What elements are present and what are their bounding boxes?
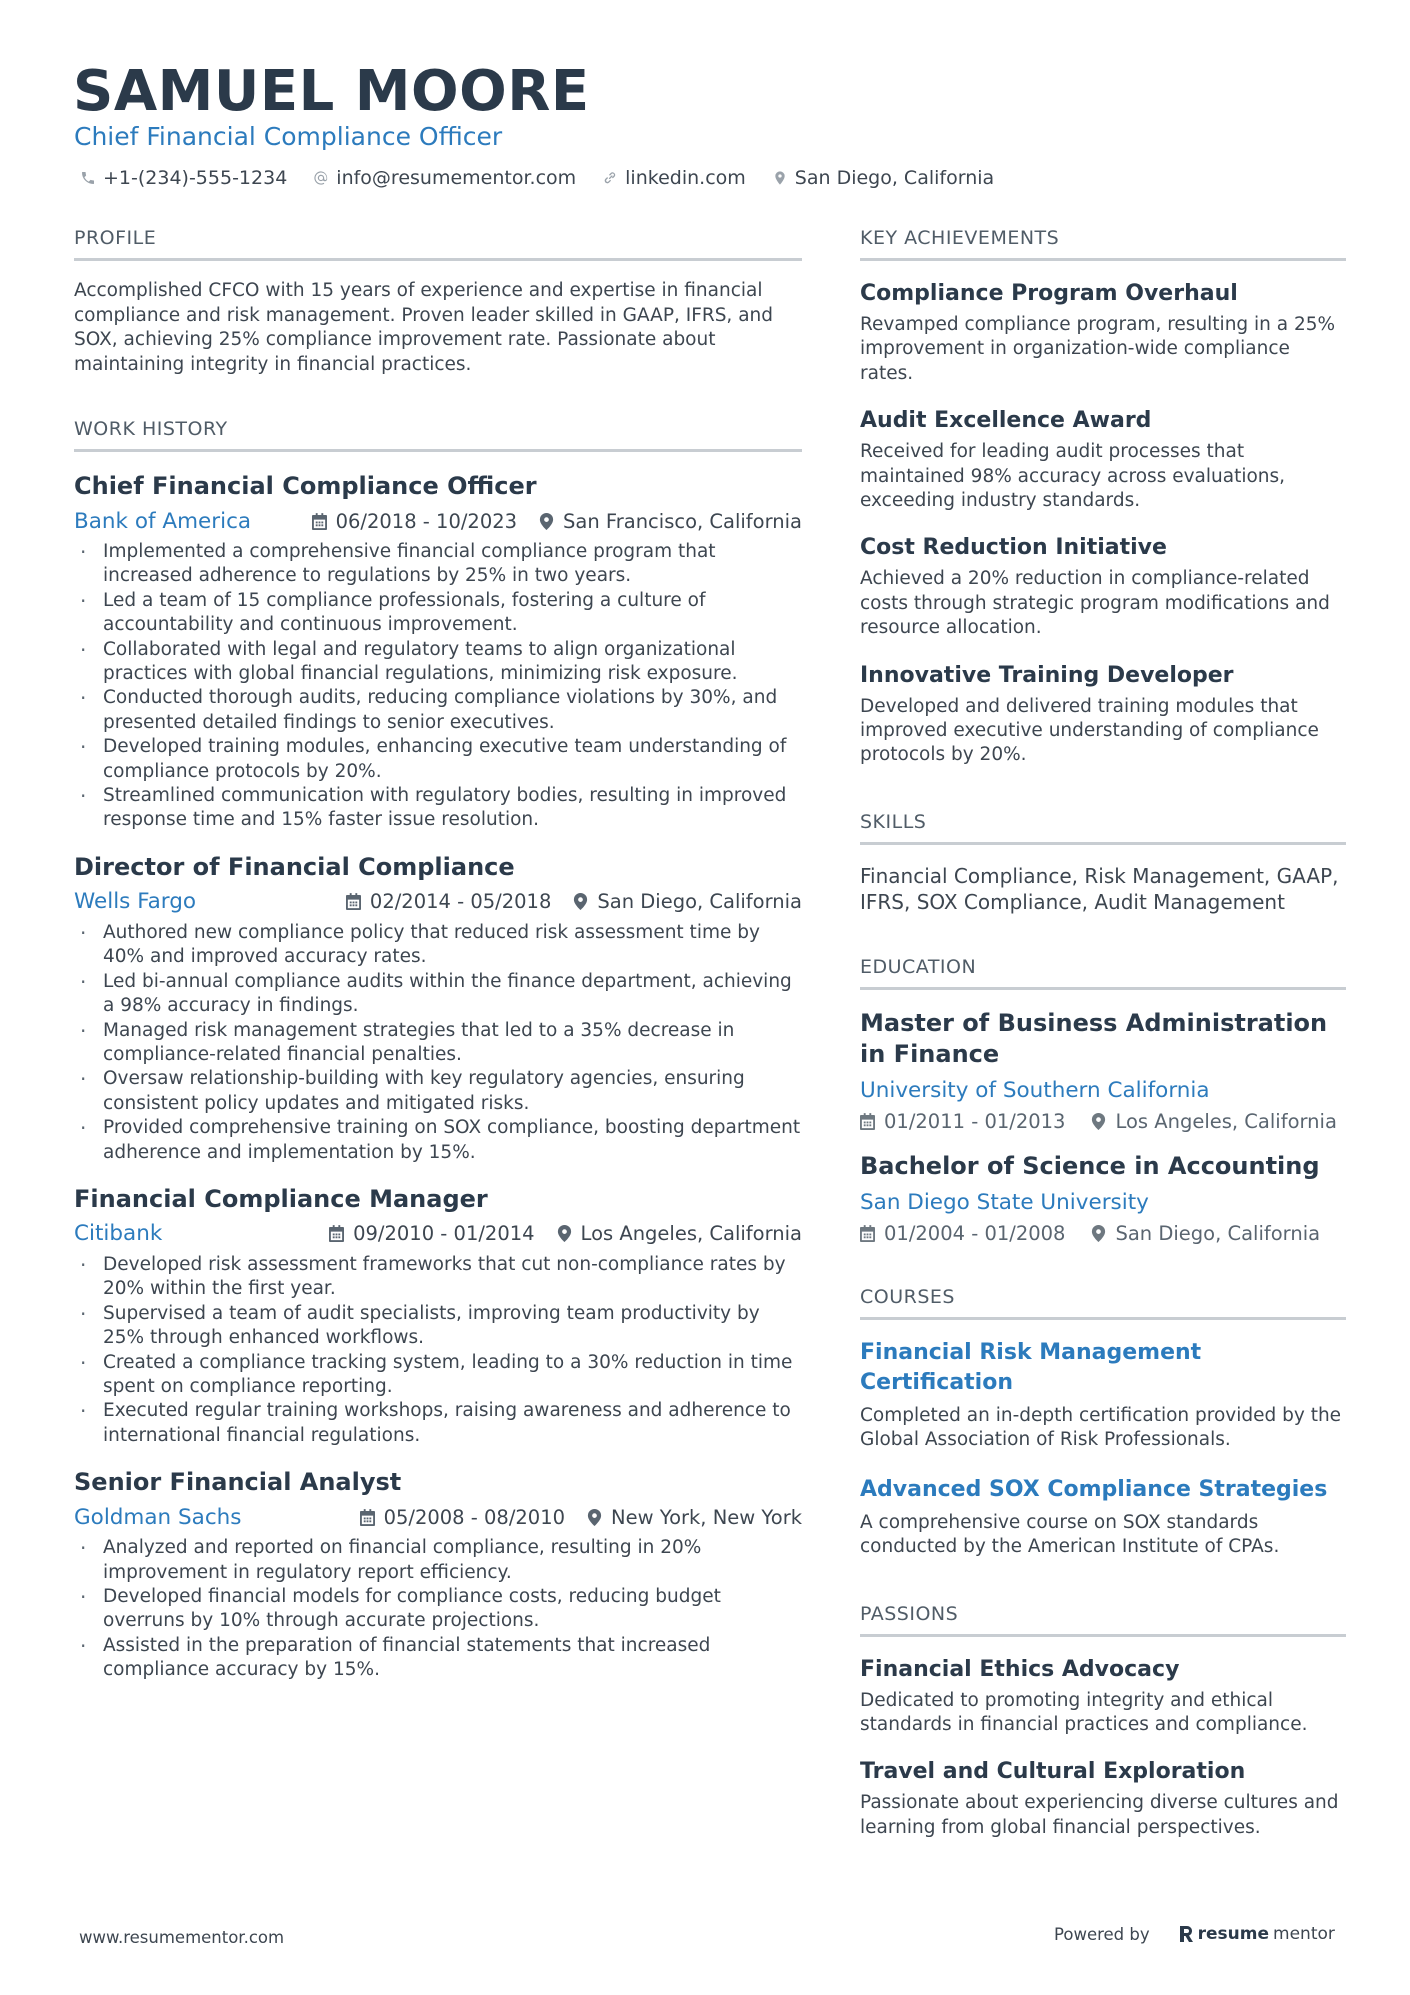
list-item: · Created a compliance tracking system, leading to a 30% reduction in time spent on compliance reporting. xyxy=(74,1351,802,1400)
job-entry xyxy=(74,851,802,1165)
profile-heading: PROFILE xyxy=(74,226,802,261)
candidate-title: Chief Financial Compliance Officer xyxy=(74,122,503,151)
linkedin-text: linkedin.com xyxy=(625,167,746,189)
footer-website[interactable]: www.resumementor.com xyxy=(79,1928,285,1947)
location-pin-icon xyxy=(539,513,554,530)
list-item: · Implemented a comprehensive financial compliance program that increased adherence to regulations by 25% in two years. xyxy=(74,540,802,589)
list-item: · Authored new compliance policy that reduced risk assessment time by 40% and improved accuracy rates. xyxy=(74,921,802,970)
brand-bold: resume xyxy=(1197,1924,1270,1944)
achievement-title: Compliance Program Overhaul xyxy=(860,281,1238,306)
calendar-icon xyxy=(860,1113,875,1130)
passion-desc: Passionate about experiencing diverse cultures and learning from global financial perspectives. xyxy=(860,1792,1339,1838)
brand-logo[interactable] xyxy=(1178,1924,1335,1944)
phone-text: +1-(234)-555-1234 xyxy=(103,167,288,189)
course-title: Advanced SOX Compliance Strategies xyxy=(860,1476,1328,1502)
calendar-icon xyxy=(360,1509,375,1526)
degree-title: Bachelor of Science in Accounting xyxy=(860,1151,1320,1180)
candidate-name: SAMUEL MOORE xyxy=(73,59,590,124)
contact-location xyxy=(772,167,994,189)
course-title: Financial Risk Management Certification xyxy=(860,1339,1202,1395)
location-pin-icon xyxy=(772,170,788,186)
phone-icon xyxy=(80,170,96,186)
achievement-desc: Achieved a 20% reduction in compliance-related costs through strategic program modifications and resource allocation. xyxy=(860,568,1330,639)
location-pin-icon xyxy=(557,1225,572,1242)
course-item xyxy=(860,1338,1346,1453)
course-item xyxy=(860,1475,1346,1560)
job-entry xyxy=(74,470,802,833)
right-column xyxy=(860,226,1346,1860)
contact-email[interactable] xyxy=(313,167,576,189)
job-title: Senior Financial Analyst xyxy=(74,1468,402,1497)
location-pin-icon xyxy=(1091,1113,1106,1130)
job-meta xyxy=(74,887,802,917)
list-item: · Led bi-annual compliance audits within the finance department, achieving a 98% accuracy in findings. xyxy=(74,970,802,1019)
job-dates: 05/2008 - 08/2010 xyxy=(383,1505,566,1529)
achievement-title: Innovative Training Developer xyxy=(860,662,1234,688)
resumementor-logo-icon xyxy=(1178,1924,1194,1944)
location-text: San Diego, California xyxy=(794,167,995,189)
education-item xyxy=(860,1008,1346,1133)
passion-title: Financial Ethics Advocacy xyxy=(860,1656,1180,1682)
achievement-desc: Revamped compliance program, resulting in a 25% improvement in organization-wide compliance rates. xyxy=(860,314,1336,384)
list-item: · Provided comprehensive training on SOX compliance, boosting department adherence and implementation by 15%. xyxy=(74,1116,802,1165)
at-icon xyxy=(313,170,329,186)
education-dates: 01/2011 - 01/2013 xyxy=(884,1109,1066,1133)
list-item: · Developed training modules, enhancing executive team understanding of compliance protocols by 20%. xyxy=(74,735,802,784)
achievement-item xyxy=(860,406,1346,513)
list-item: · Streamlined communication with regulatory bodies, resulting in improved response time and 15% faster issue resolution. xyxy=(74,784,802,833)
job-dates: 09/2010 - 01/2014 xyxy=(353,1222,535,1246)
contact-linkedin[interactable] xyxy=(602,167,746,189)
education-location: Los Angeles, California xyxy=(1115,1109,1337,1133)
achievements-heading: KEY ACHIEVEMENTS xyxy=(860,226,1346,261)
left-column xyxy=(74,226,802,1701)
skills-text: Financial Compliance, Risk Management, GAAP, IFRS, SOX Compliance, Audit Management xyxy=(860,863,1339,914)
list-item: · Assisted in the preparation of financial statements that increased compliance accuracy by 15%. xyxy=(74,1634,802,1683)
achievement-title: Audit Excellence Award xyxy=(860,408,1152,434)
list-item: · Led a team of 15 compliance professionals, fostering a culture of accountability and continuous improvement. xyxy=(74,589,802,638)
calendar-icon xyxy=(329,1225,344,1242)
passions-heading: PASSIONS xyxy=(860,1602,1346,1637)
job-title: Director of Financial Compliance xyxy=(74,852,515,881)
course-desc: A comprehensive course on SOX standards conducted by the American Institute of CPAs. xyxy=(860,1511,1280,1558)
passion-item xyxy=(860,1655,1346,1738)
job-title: Financial Compliance Manager xyxy=(74,1184,488,1213)
achievement-item xyxy=(860,661,1346,768)
list-item: · Managed risk management strategies that led to a 35% decrease in compliance-related financial penalties. xyxy=(74,1019,802,1068)
job-bullets xyxy=(74,1536,802,1682)
degree-title: Master of Business Administration in Finance xyxy=(860,1008,1328,1068)
list-item: · Developed risk assessment frameworks that cut non-compliance rates by 20% within the first year. xyxy=(74,1253,802,1302)
job-meta xyxy=(74,1502,802,1532)
list-item: · Analyzed and reported on financial compliance, resulting in 20% improvement in regulatory report efficiency. xyxy=(74,1536,802,1585)
company-name: Goldman Sachs xyxy=(74,1504,242,1530)
email-text: info@resumementor.com xyxy=(336,167,577,189)
calendar-icon xyxy=(860,1225,875,1242)
achievement-desc: Developed and delivered training modules that improved executive understanding of compliance protocols by 20%. xyxy=(860,695,1319,766)
job-meta xyxy=(74,1219,802,1249)
courses-heading: COURSES xyxy=(860,1285,1346,1320)
achievement-title: Cost Reduction Initiative xyxy=(860,535,1167,561)
company-name: Citibank xyxy=(74,1221,163,1247)
location-pin-icon xyxy=(1091,1225,1106,1242)
job-location: New York, New York xyxy=(611,1505,802,1529)
passion-title: Travel and Cultural Exploration xyxy=(860,1759,1246,1785)
course-desc: Completed an in-depth certification provided by the Global Association of Risk Professionals. xyxy=(860,1404,1342,1451)
job-meta xyxy=(74,506,802,536)
passion-desc: Dedicated to promoting integrity and ethical standards in financial practices and compliance. xyxy=(860,1689,1308,1735)
education-meta xyxy=(860,1222,1346,1245)
list-item: · Supervised a team of audit specialists, improving team productivity by 25% through enhanced workflows. xyxy=(74,1302,802,1351)
skills-heading: SKILLS xyxy=(860,810,1346,845)
brand-rest: mentor xyxy=(1273,1924,1335,1944)
list-item: · Collaborated with legal and regulatory teams to align organizational practices with global financial regulations, minimizing risk exposure. xyxy=(74,638,802,687)
job-bullets xyxy=(74,540,802,833)
passion-item xyxy=(860,1757,1346,1840)
education-item xyxy=(860,1151,1346,1245)
work-history-heading: WORK HISTORY xyxy=(74,417,802,452)
job-entry xyxy=(74,1466,802,1682)
job-dates: 06/2018 - 10/2023 xyxy=(335,509,518,533)
calendar-icon xyxy=(346,893,361,910)
job-dates: 02/2014 - 05/2018 xyxy=(369,890,552,914)
profile-text: Accomplished CFCO with 15 years of experience and expertise in financial compliance and risk management. Proven leader skilled in GAAP, IFRS, and SOX, achieving 25% compliance improvement rate. Passionate about maintaining integrity in financial practices. xyxy=(74,280,773,375)
education-dates: 01/2004 - 01/2008 xyxy=(884,1221,1066,1245)
job-location: San Diego, California xyxy=(597,890,802,914)
job-title: Chief Financial Compliance Officer xyxy=(74,472,537,500)
list-item: · Oversaw relationship-building with key regulatory agencies, ensuring consistent policy updates and mitigated risks. xyxy=(74,1067,802,1116)
school-name: University of Southern California xyxy=(860,1077,1210,1103)
list-item: · Conducted thorough audits, reducing compliance violations by 30%, and presented detailed findings to senior executives. xyxy=(74,686,802,735)
job-entry xyxy=(74,1183,802,1448)
company-name: Bank of America xyxy=(74,508,252,534)
achievement-item xyxy=(860,533,1346,640)
education-heading: EDUCATION xyxy=(860,955,1346,990)
location-pin-icon xyxy=(573,893,588,910)
job-location: Los Angeles, California xyxy=(580,1222,802,1246)
company-name: Wells Fargo xyxy=(74,889,197,915)
school-name: San Diego State University xyxy=(860,1189,1149,1215)
calendar-icon xyxy=(312,513,327,530)
location-pin-icon xyxy=(587,1509,602,1526)
list-item: · Executed regular training workshops, raising awareness and adherence to international financial regulations. xyxy=(74,1399,802,1448)
education-meta xyxy=(860,1110,1346,1133)
contact-bar xyxy=(80,167,994,189)
achievement-item xyxy=(860,279,1346,386)
achievement-desc: Received for leading audit processes that maintained 98% accuracy across evaluations, exceeding industry standards. xyxy=(860,441,1286,512)
job-location: San Francisco, California xyxy=(563,509,802,533)
powered-by-text: Powered by xyxy=(1054,1924,1150,1944)
list-item: · Developed financial models for compliance costs, reducing budget overruns by 10% through accurate projections. xyxy=(74,1585,802,1634)
contact-phone xyxy=(80,167,287,189)
footer-brand xyxy=(1054,1924,1335,1944)
education-location: San Diego, California xyxy=(1115,1221,1321,1245)
job-bullets xyxy=(74,1253,802,1448)
job-bullets xyxy=(74,921,802,1165)
link-icon xyxy=(602,170,618,186)
